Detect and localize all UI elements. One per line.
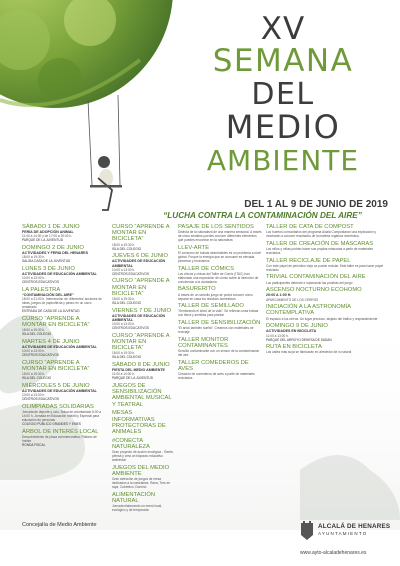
event-title: JUEGOS DEL MEDIO AMBIENTE [112,464,170,478]
event-title: TALLER COMEDEROS DE AVES [178,359,249,372]
event-place: ENTRADA DE CASA DE LA JUVENTUD [22,309,80,314]
event-details: Los niños y niñas podrán hacer sus propias máscaras a partir de materiales reciclados [266,247,374,255]
city-logo [300,520,392,544]
event-place: COLEGIO PÚBLICO GRANDES Y EMES [22,422,81,427]
event-details: “Sembrando el árbol de la vida”. Se rellenan unas bolsas con tierra y semillas para plantar [178,309,259,318]
schedule-event [178,337,262,357]
city-crest-icon [300,521,314,541]
schedule-column-2 [112,224,176,515]
event-title: ÁRBOL DE INTERÉS LOCAL [22,428,99,435]
event-title: CURSO “APRENDE A MONTAR EN BICICLETA” [112,278,170,297]
event-details: 18:00 a 19:30 h. [112,351,136,356]
event-details: Descubrimiento de placa conmemorativa. Plátano de Insiste [22,435,97,443]
event-details: 18:00 a 19:30 h. [112,297,136,302]
event-details: Gran proyecto de acción ecológica - Siente, piensa y crea un biopacto educativo ambiental [112,450,174,463]
event-place: CENTROS EDUCATIVOS [112,326,149,331]
event-details: 11:00 a 14:00 y de 17:00 a 20:00 h. [22,234,73,239]
event-title: DOMINGO 9 DE JUNIO [266,323,328,330]
event-title: ASCENSO NOCTURNO ECOHOMO [266,287,362,294]
event-title: TALLER DE SENSIBILIZACIÓN [178,319,261,326]
event-place: ISLA DEL COLEGIO [112,355,142,360]
schedule-event [266,323,388,341]
event-subtitle: ACTIVIDADES DE EDUCACIÓN AMBIENTAL [112,313,166,323]
event-place: ISLA DEL COLEGIO [112,301,142,306]
event-details: Los participantes deberán ir superando las pruebas del juego [266,280,353,285]
schedule-event [178,303,262,317]
schedule-event [112,308,176,331]
event-details: El consumo de bolsas desechables es un problema a nivel global. Porque la energía que se consume es elevada, pintamos y reciclamos [178,251,261,263]
event-title: MESAS INFORMATIVAS PROTECTORAS DE ANIMALES [112,410,166,436]
title-line-1: SEMANA [212,43,354,79]
event-details: Los huertos comunitarios del programa Alcalá Compostaran una explicación y mostrarán a conocer resultados de la materia orgánica doméstica [266,230,377,239]
event-motto: “LUCHA CONTRA LA CONTAMINACIÓN DEL AIRE” [163,211,362,220]
event-title: TALLER DE SEMILLADO [178,303,244,310]
title-line-3: MEDIO [225,108,341,146]
event-title: MARTES 4 DE JUNIO [22,339,80,345]
schedule-event [112,253,176,276]
edition-number: XV [260,11,306,47]
schedule-column-4 [266,224,388,357]
event-details: “El árbol también sueña”. Creamos con materiales de reciclaje [178,326,254,335]
event-title: DOMINGO 2 DE JUNIO [22,245,84,251]
website-link[interactable]: www.ayto-alcaladehenares.es [300,550,367,556]
logo-subtitle: AYUNTAMIENTO [318,531,368,536]
event-place: PARQUE DE LA JUVENTUD [112,376,154,381]
schedule-column-1 [22,224,104,450]
event-details: Disfruta de la naturaleza de una manera sensorial. A través de cinco sentidos puedes conocer diferentes elementos que puedes encontrar en la naturaleza [178,230,262,243]
schedule-event [266,344,388,354]
event-title: PASAJE DE LOS SENTIDOS [178,224,254,230]
event-subtitle: ACTIVIDADES DE EDUCACIÓN AMBIENTAL [22,272,97,277]
event-title: CURSO “APRENDE A MONTAR EN BICICLETA” [112,332,170,352]
event-place: CENTROS EDUCATIVOS [112,271,149,276]
event-subtitle: 20:00 A 1:00 H. [266,293,292,298]
schedule-event [266,304,388,320]
schedule-event [178,320,262,334]
event-subtitle: ACTIVIDADES Y FERIA DEL HENARES [22,251,88,256]
event-title: CURSO “APRENDE A MONTAR EN BICICLETA” [22,360,90,373]
schedule-event [178,360,262,380]
event-title: TALLER RECICLAJE DE PAPEL [266,257,351,264]
event-title: CURSO “APRENDE A MONTAR EN BICICLETA” [112,224,170,243]
event-title: ALIMENTACIÓN NATURAL [112,491,156,505]
event-details: Sencillo contaminante con un sensor de la contaminación del aire [178,349,260,358]
event-details: 10:00 a 13:00 h. [22,276,46,281]
event-title: TALLER DE CREACIÓN DE MÁSCARAS [266,240,374,247]
event-place: PARQUE DE LA JUVENTUD [22,238,64,243]
event-dates: DEL 1 AL 9 DE JUNIO DE 2019 [244,199,388,210]
schedule-event [112,333,176,360]
schedule-event [266,274,388,284]
schedule-event [178,224,262,242]
event-details: 18:00 a 19:30 h. [22,255,46,260]
schedule-event [178,245,262,263]
schedule-event [22,266,104,284]
schedule-event [112,465,176,489]
schedule-event [22,287,104,313]
event-subtitle: ACTIVIDADES DE EDUCACIÓN AMBIENTAL [112,259,166,268]
title-line-4: AMBIENTE [206,144,360,177]
event-title: TRIVIAL CONTAMINACIÓN DEL AIRE [266,274,366,281]
event-place: CENTROS EDUCATIVOS [22,353,59,358]
schedule-event [112,383,176,408]
event-place: SALIDA CASA DE LA JUVENTUD [22,259,71,264]
title-line-2: DEL [251,77,315,112]
schedule-event [112,362,176,380]
schedule-event [112,438,176,462]
schedule-event [112,278,176,305]
event-place: ISLA DEL COLEGIO [22,376,52,381]
organizer-label: Concejalía de Medio Ambiente [22,522,97,528]
schedule-event [22,360,104,380]
event-place: RONDA FISCAL [22,443,46,447]
schedule-event [178,286,262,300]
event-title: SÁBADO 1 DE JUNIO [22,224,80,230]
event-title: BASURERITO [178,286,216,293]
event-subtitle: ACTIVIDADES DE EDUCACIÓN AMBIENTAL [22,345,97,350]
event-details: 18:00 a 21:00 h. Intervención de ‘diferentes’ acciones de ideas, juegos de papiroflexia y paseo en un carro arrastrado [22,297,102,310]
event-details: 18:00 a 19:30 h. [112,242,136,247]
event-title: LUNES 3 DE JUNIO [22,266,75,272]
schedule-event [266,241,388,255]
event-title: RUTA EN BICICLETA [266,344,322,351]
event-title: LLEV-ARTE [178,244,210,251]
event-details: 18:00 a 19:30 h. [22,328,46,333]
schedule-event [22,429,104,447]
event-details: APARCAMIENTO DE LOS CERROS [266,297,319,302]
event-details: A través de un sencillo juego se podrá conocer cómo separar en casa los residuos domésticos [178,292,253,301]
event-details: 10:00 a 13:00 h. [112,267,136,272]
event-details: Con este papel de periódico viejo se puede reciclar. Este taller es para hacer papel reciclado [266,263,384,272]
event-place: ISLA DEL COLEGIO [112,246,142,251]
schedule-event [178,266,262,284]
schedule-event [22,316,104,336]
schedule-event [266,287,388,301]
event-subtitle: ACTIVIDADES EN BICICLETA [266,329,317,334]
event-details: Los chicos y chicas del Taller de Cómic (ITAC) han elaborado una exposición de cómic sobre la intención de concienciar a la ciudadanía [178,271,259,284]
event-title: TALLER DE CÓMICS [178,265,234,272]
event-details: Las calles más suya se fabricarán en alrededor de lo natural [266,350,352,355]
event-details: Jornada de deporte y ocio. Bolsa de voluntariado 8:00 a 14:00 h. Jornada en Educación Infantil y Especial para educación de personas [22,410,102,423]
event-title: JUEGOS DE SENSIBILIZACIÓN AMBIENTAL MUSICAL Y TEATRAL [112,383,172,408]
event-details: 18:00 a 19:30 h. [22,372,46,377]
logo-name: ALCALÁ DE HENARES [318,523,391,530]
event-title: INICIACIÓN A LA ASTRONOMÍA CONTEMPLATIVA [266,304,351,317]
event-subtitle: ACTIVIDADES DE EDUCACIÓN AMBIENTAL [22,389,97,394]
event-place: PARQUE DEL ARROYO DEHESA DE SADAN [266,337,332,342]
event-title: VIERNES 7 DE JUNIO [112,307,171,314]
event-details: Gran selección de juegos de mesa dedicados a la naturaleza. Rana, Tres en raya, Cobertizo, Dominó [112,477,171,490]
event-details: 10:00 a 13:00 h. [22,349,46,354]
event-subtitle: “CONTAMINACIÓN DEL AIRE” [22,293,74,298]
schedule-event [266,258,388,272]
event-title: SÁBADO 8 DE JUNIO [112,362,170,369]
event-title: MIÉRCOLES 5 DE JUNIO [22,383,90,389]
event-details: 10:00 a 13:00 h. [22,393,46,398]
event-title: JUEVES 6 DE JUNIO [112,253,169,260]
schedule-event [22,339,104,357]
event-place: ISLA DEL COLEGIO [22,332,52,337]
schedule-event [22,383,104,401]
event-details: 11:00 a 13:00 h. [266,333,289,338]
schedule-event [22,404,104,426]
event-title: TALLER MONITOR CONTAMINANTES [178,336,229,349]
schedule-event [112,224,176,251]
event-subtitle: FERIA DE ADOPCIÓN ANIMAL [22,230,74,235]
event-title: OLIMPIADAS SOLIDARIAS [22,404,94,410]
schedule-event [112,410,176,435]
event-title: TALLER DE CATA DE COMPOST [266,224,354,230]
schedule-event [266,224,388,238]
event-details: Jornada elaborando un menú local, ecológico y de temporada [112,504,162,513]
event-title: LA PALESTRA [22,287,61,293]
event-place: CENTROS EDUCATIVOS [22,280,59,285]
schedule-column-3 [178,224,262,383]
event-place: CENTROS EDUCATIVOS [22,397,59,402]
event-details: 10:00 a 13:00 h. [112,322,136,327]
event-details: El espacio a los cerros. Un lugar precioso, alejado del tráfico y resplandeciente [266,316,378,321]
poster-title [178,11,388,177]
schedule-event [22,245,104,263]
event-details: 11:00 a 14:00 h. [112,372,135,377]
event-details: Creación de comederos de aves a partir de materiales reciclados [178,372,255,381]
schedule-event [112,492,176,512]
event-subtitle: FIESTA DEL MEDIO AMBIENTE [112,368,165,373]
schedule-event [22,224,104,242]
event-title: CURSO “APRENDE A MONTAR EN BICICLETA” [22,316,90,329]
event-title: #CONECTA NATURALEZA [112,437,150,451]
